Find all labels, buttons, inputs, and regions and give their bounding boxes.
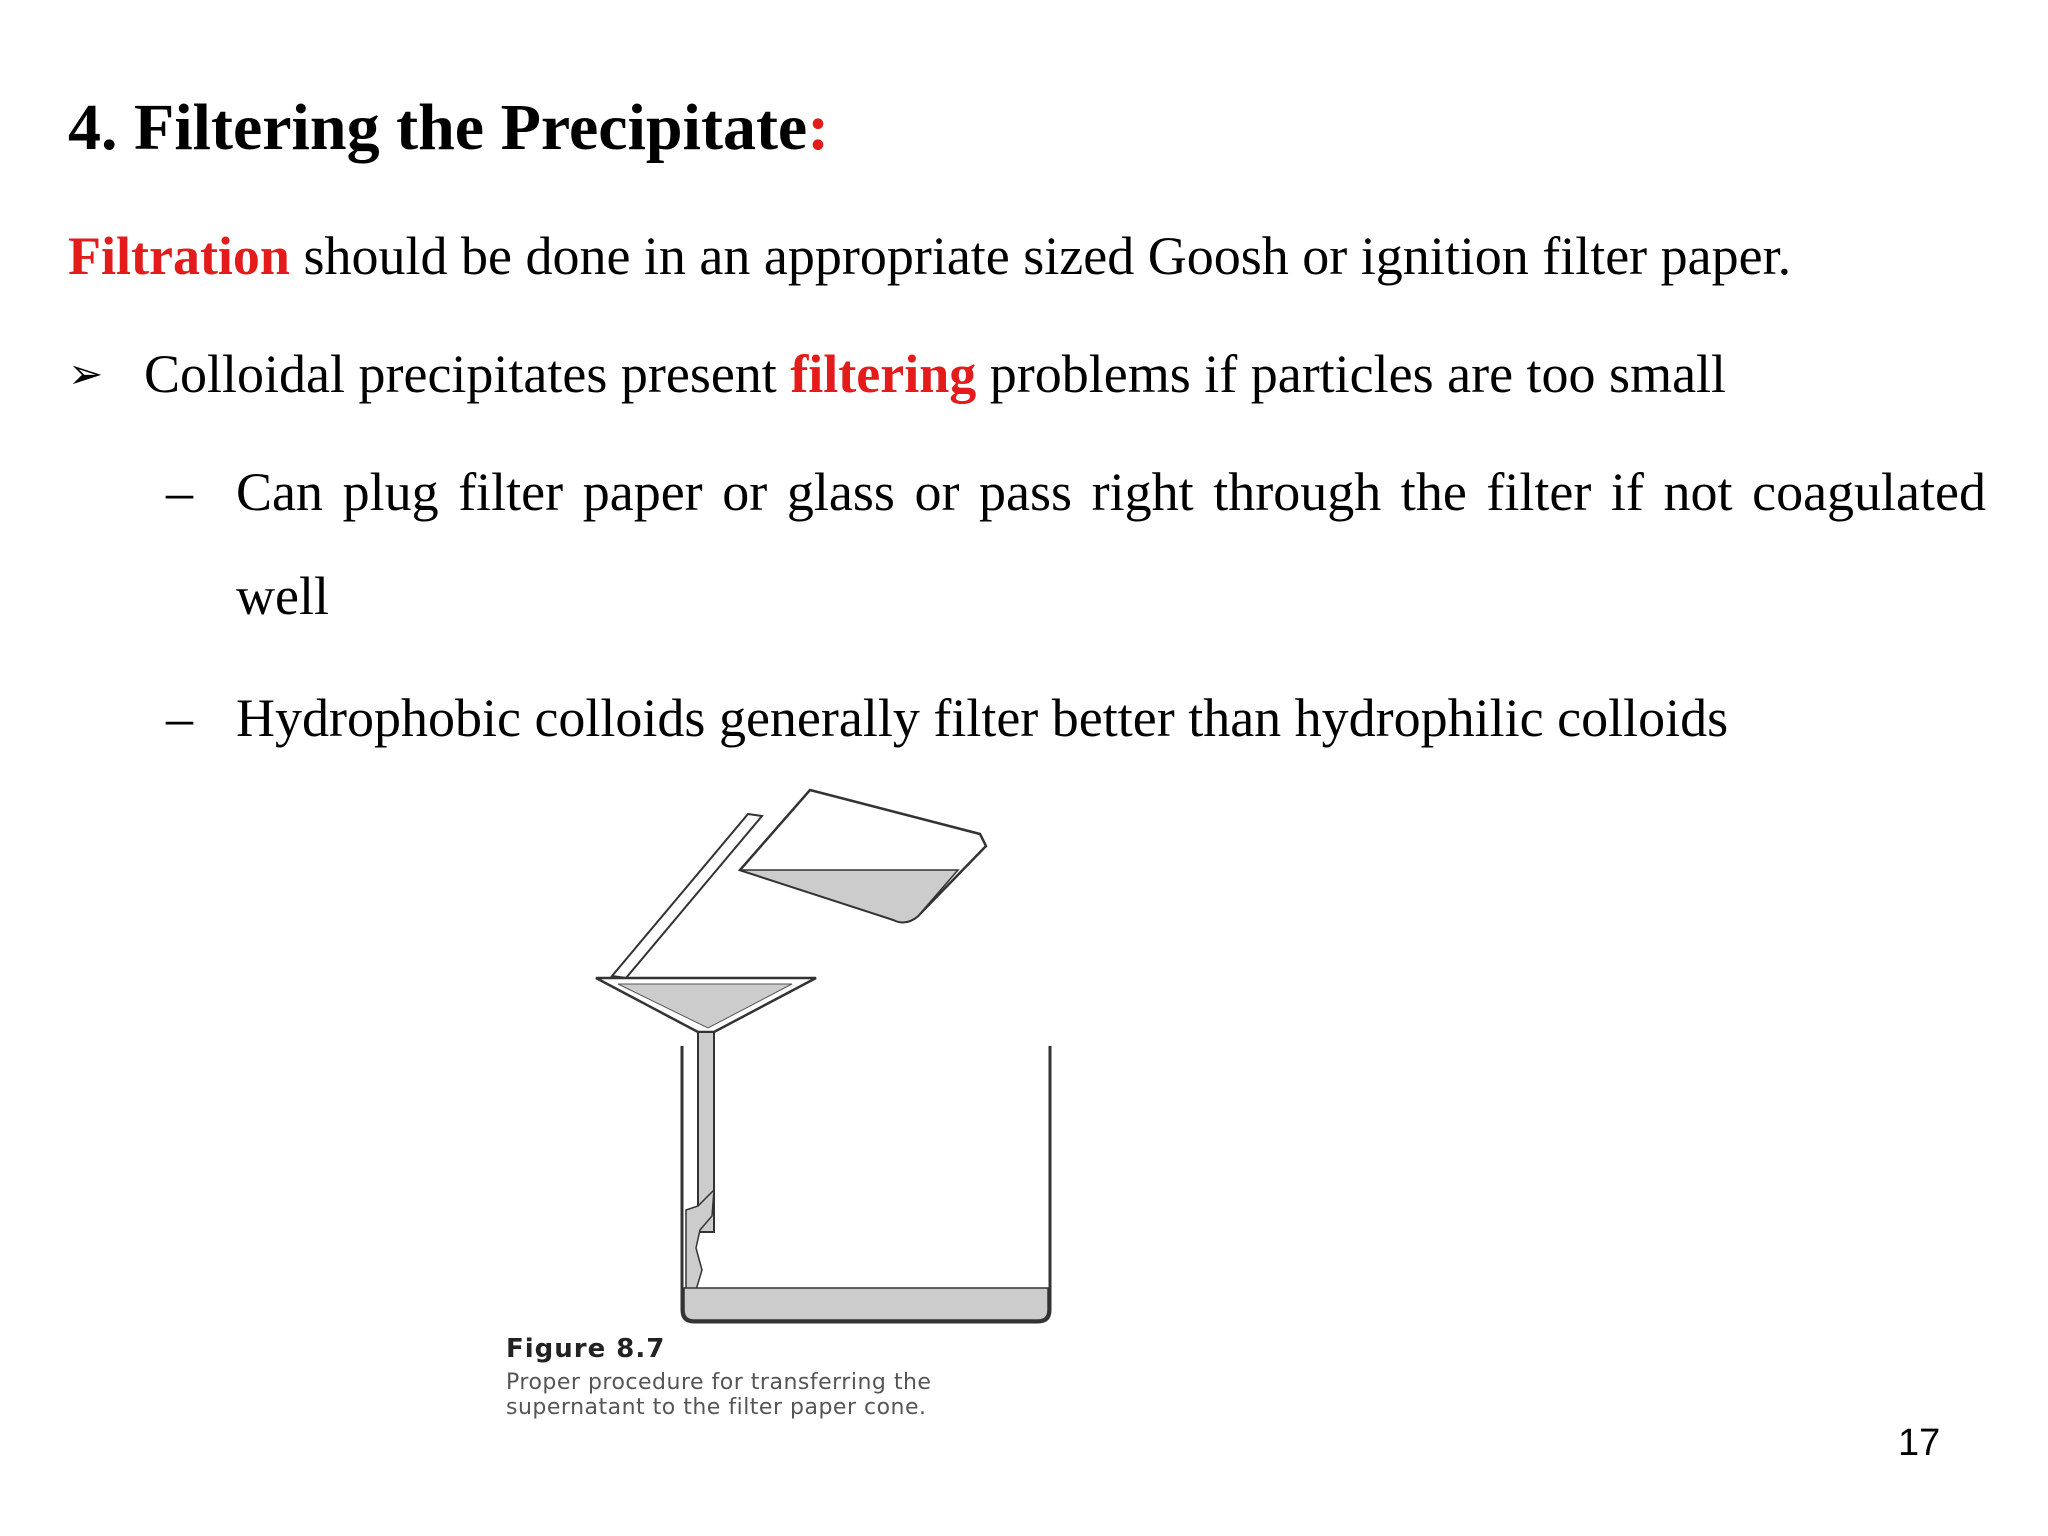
- figure-filtration: [500, 770, 1120, 1430]
- subpoint-1: [166, 440, 1986, 648]
- filtrate-liquid: [684, 1288, 1048, 1320]
- bullet-text-after: problems if particles are too small: [976, 344, 1727, 404]
- title-text: 4. Filtering the Precipitate: [68, 91, 808, 164]
- arrow-bullet-icon: ➢: [68, 349, 104, 398]
- caption-line-2: supernatant to the filter paper cone.: [506, 1395, 927, 1420]
- dash-marker: –: [166, 462, 193, 522]
- figure-label: Figure 8.7: [506, 1334, 666, 1364]
- dash-marker: –: [166, 688, 193, 748]
- slide-title: [68, 88, 829, 167]
- filtering-highlight: filtering: [790, 344, 977, 404]
- beaker-liquid: [740, 870, 958, 922]
- filtrate-stream: [686, 1190, 714, 1290]
- intro-text: should be done in an appropriate sized Goosh or ignition filter paper.: [289, 226, 1792, 286]
- stirring-rod: [612, 814, 762, 978]
- title-colon: :: [807, 91, 830, 164]
- intro-paragraph: [68, 224, 1791, 289]
- filtration-illustration: [500, 770, 1120, 1330]
- page-number: 17: [1898, 1422, 1941, 1464]
- figure-caption: [506, 1370, 1066, 1420]
- receiving-beaker: [682, 1046, 1050, 1322]
- funnel-liquid: [618, 984, 792, 1028]
- bullet-text-before: Colloidal precipitates present: [144, 344, 791, 404]
- subpoint-text: Can plug filter paper or glass or pass right through the filter if not coagulated well: [236, 462, 1986, 626]
- filtration-highlight: Filtration: [68, 226, 290, 286]
- subpoint-text: Hydrophobic colloids generally filter better than hydrophilic colloids: [236, 688, 1729, 748]
- caption-line-1: Proper procedure for transferring the: [506, 1370, 932, 1395]
- subpoint-2: [166, 666, 1986, 770]
- bullet-point: [68, 342, 1726, 407]
